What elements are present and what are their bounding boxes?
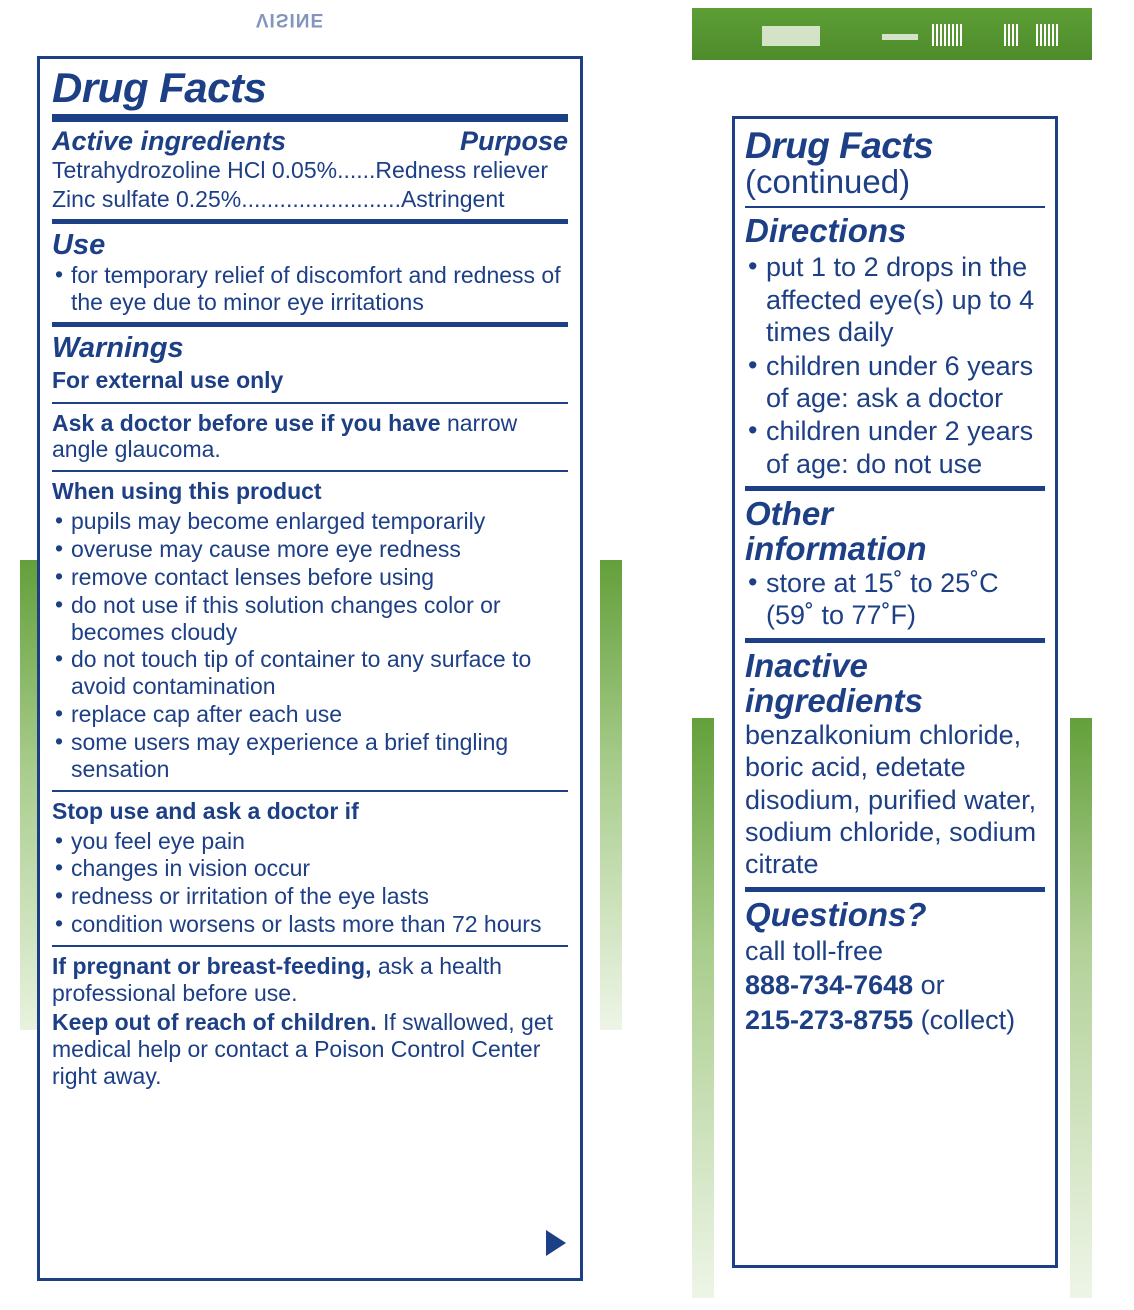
other-information-heading-line1: Other (745, 495, 834, 533)
questions-phone-line-1 (745, 969, 1045, 1001)
right-carton-top-edge (692, 8, 1092, 60)
questions-call-line: call toll-free (745, 935, 884, 966)
list-item: • remove contact lenses before using (52, 564, 568, 591)
drug-facts-title: Drug Facts (52, 64, 267, 111)
divider-medium-r2 (745, 638, 1045, 643)
continuation-arrow-icon (546, 1230, 566, 1256)
list-item: • store at 15˚ to 25˚C (59˚ to 77˚F) (745, 567, 1045, 632)
collect-text: (collect) (913, 1004, 1016, 1035)
toll-free-phone-number: 888-734-7648 (745, 970, 914, 1001)
other-information-bullet-list (745, 567, 1045, 632)
list-item: • condition worsens or lasts more than 72 hours (52, 911, 568, 938)
divider-thin-4 (52, 945, 568, 947)
active-ingredients-heading: Active ingredients (52, 125, 287, 156)
list-item: • replace cap after each use (52, 701, 568, 728)
right-panel-green-flap-left (692, 718, 714, 1298)
stop-use-heading: Stop use and ask a doctor if (52, 797, 359, 824)
when-using-heading: When using this product (52, 478, 322, 505)
list-item: • you feel eye pain (52, 828, 568, 855)
divider-thick (52, 114, 568, 122)
list-item: • for temporary relief of discomfort and redness of the eye due to minor eye irritations (52, 262, 568, 316)
when-using-bullet-list (52, 508, 568, 783)
phone-or-text: or (913, 970, 945, 1001)
external-use-only-text: For external use only (52, 366, 284, 393)
active-ingredients-header-row (52, 126, 568, 157)
drug-facts-box-right (732, 116, 1058, 1268)
inactive-ingredients-heading-line1: Inactive (745, 646, 868, 684)
left-panel-green-flap-right (600, 560, 622, 1030)
top-logo-mark (762, 26, 820, 46)
purpose-heading: Purpose (459, 125, 568, 156)
warnings-heading: Warnings (52, 332, 184, 365)
list-item: • do not use if this solution changes color or becomes cloudy (52, 592, 568, 646)
use-heading: Use (52, 228, 106, 261)
divider-thin-3 (52, 790, 568, 792)
inactive-ingredients-heading-line2: ingredients (745, 681, 923, 719)
divider-medium-r3 (745, 887, 1045, 892)
divider-medium-2 (52, 322, 568, 327)
questions-heading: Questions? (745, 895, 927, 933)
children-lead: Keep out of reach of children. (52, 1009, 377, 1036)
list-item: • children under 2 years of age: do not use (745, 415, 1045, 480)
directions-bullet-list (745, 251, 1045, 480)
pregnancy-rest: ask a health professional before use. (52, 953, 502, 1007)
list-item: • redness or irritation of the eye lasts (52, 883, 568, 910)
barcode-icon-c (1036, 24, 1058, 46)
ask-doctor-paragraph (52, 410, 568, 464)
left-carton-panel (20, 8, 600, 1300)
use-bullet-list (52, 262, 568, 316)
list-item: • overuse may cause more eye redness (52, 536, 568, 563)
directions-heading: Directions (745, 212, 907, 250)
active-ingredient-line-2: Zinc sulfate 0.25%.........................Astringent (52, 185, 505, 212)
stop-use-bullet-list (52, 828, 568, 939)
ask-doctor-lead: Ask a doctor before use if you have (52, 409, 441, 436)
pregnancy-lead: If pregnant or breast-feeding, (52, 953, 372, 980)
inactive-ingredients-text: benzalkonium chloride, boric acid, edetate disodium, purified water, sodium chloride, sodium citrate (745, 719, 1037, 880)
continued-label: (continued) (745, 162, 911, 200)
list-item: • children under 6 years of age: ask a doctor (745, 350, 1045, 415)
other-information-heading-line2: information (745, 530, 927, 568)
barcode-icon-a (932, 24, 962, 46)
children-rest: If swallowed, get medical help or contact a Poison Control Center right away. (52, 1009, 554, 1089)
right-panel-green-flap-right (1070, 718, 1092, 1298)
list-item: • put 1 to 2 drops in the affected eye(s) up to 4 times daily (745, 251, 1045, 348)
left-carton-top-edge (20, 8, 600, 60)
divider-thin-r1 (745, 206, 1045, 208)
divider-medium-r1 (745, 486, 1045, 491)
list-item: • some users may experience a brief tingling sensation (52, 729, 568, 783)
active-ingredient-line-1: Tetrahydrozoline HCl 0.05%......Redness reliever (52, 156, 549, 183)
divider-thin-1 (52, 402, 568, 404)
children-paragraph (52, 1009, 568, 1090)
brand-name-sliver: VISINE (255, 9, 325, 30)
ask-doctor-rest: narrow angle glaucoma. (52, 409, 518, 463)
drug-facts-title-continued: Drug Facts (745, 125, 934, 166)
list-item: • do not touch tip of container to any surface to avoid contamination (52, 646, 568, 700)
list-item: • pupils may become enlarged temporarily (52, 508, 568, 535)
questions-phone-line-2 (745, 1004, 1045, 1036)
drug-facts-box-left (37, 56, 583, 1281)
top-dash-mark (882, 34, 918, 40)
divider-thin-2 (52, 470, 568, 472)
collect-phone-number: 215-273-8755 (745, 1004, 914, 1035)
barcode-icon-b (1004, 24, 1018, 46)
list-item: • changes in vision occur (52, 855, 568, 882)
right-carton-panel (692, 8, 1092, 1300)
divider-medium-1 (52, 219, 568, 224)
pregnancy-paragraph (52, 953, 568, 1007)
